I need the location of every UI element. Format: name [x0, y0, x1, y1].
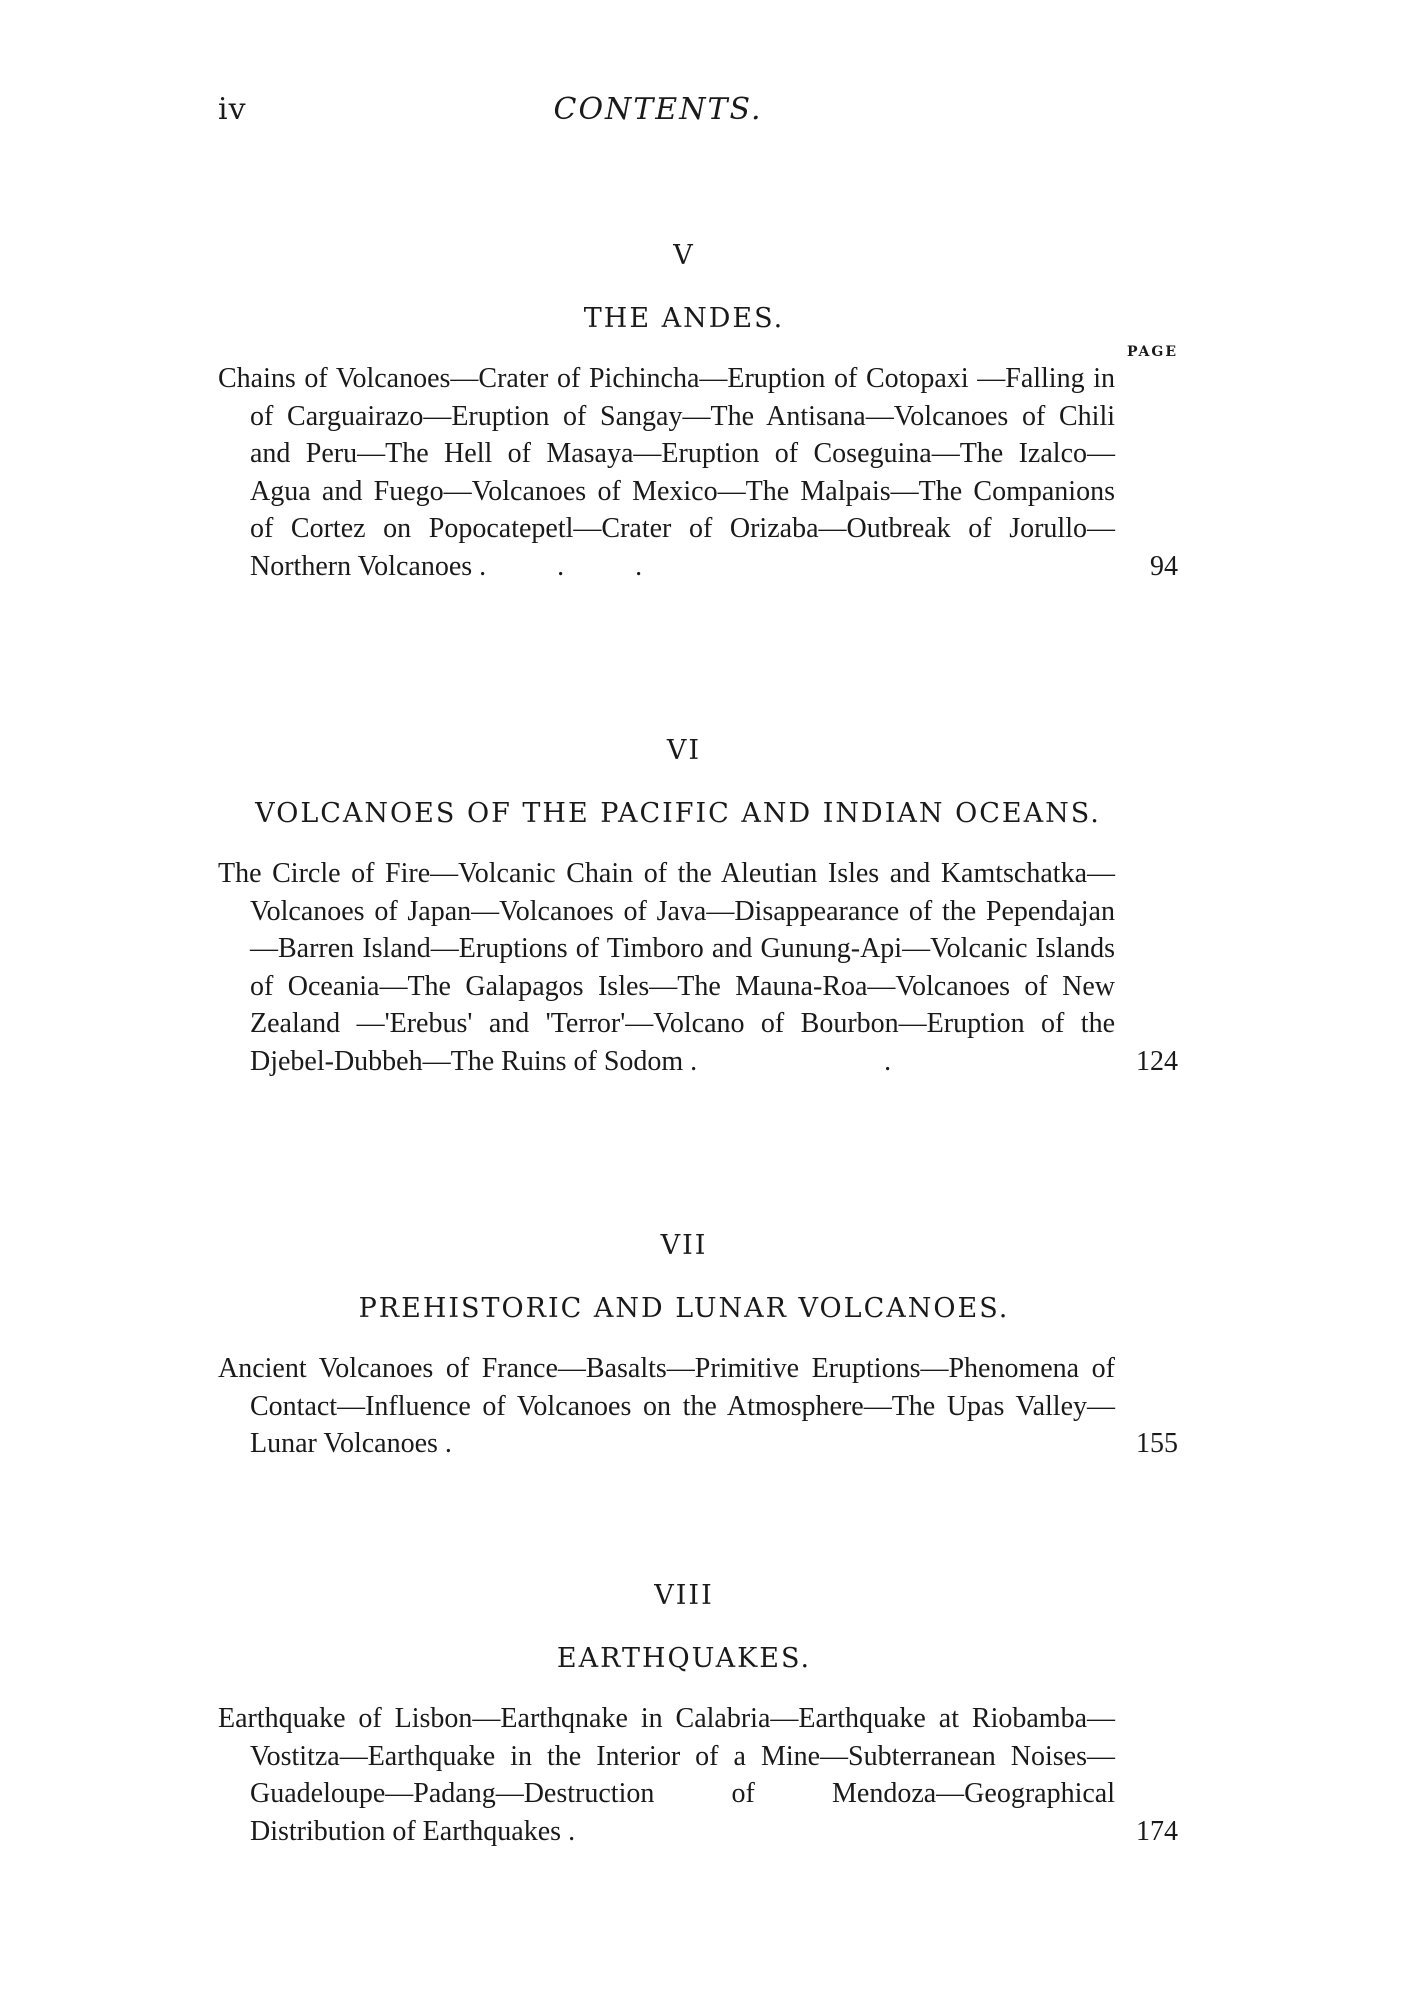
- chapter-v: [218, 240, 1178, 585]
- summary-text: Earthquake of Lisbon—Earthqnake in Calabria—Earthquake at Riobamba—Vostitza—Earthquake in the Interior of a Mine—Subterranean Noises—Guadeloupe—Padang—Destruction of Mendoza—Geographical Distribution of Earthquakes: [218, 1703, 1115, 1847]
- chapter-summary: [218, 1700, 1115, 1850]
- summary-text: Chains of Volcanoes—Crater of Pichincha—Eruption of Cotopaxi —Falling in of Carguairazo—Eruption of Sangay—The Antisana—Volcanoes of Chili and Peru—The Hell of Masaya—Eruption of Coseguina—The Izalco—Agua and Fuego—Volcanoes of Mexico—The Malpais—The Companions of Cortez on Popocatepetl—Crater of Orizaba—Outbreak of Jorullo—Northern Volcanoes: [218, 363, 1115, 582]
- chapter-title: VOLCANOES OF THE PACIFIC AND INDIAN OCEANS.: [255, 798, 1101, 829]
- chapter-title: EARTHQUAKES.: [556, 1643, 812, 1674]
- dot-leader: .: [568, 1815, 608, 1847]
- page-column-label: PAGE: [1127, 344, 1178, 360]
- chapter-summary: [218, 855, 1115, 1080]
- summary-text: The Circle of Fire—Volcanic Chain of the Aleutian Isles and Kamtschatka—Volcanoes of Japan—Volcanoes of Java—Disappearance of the Pependajan—Barren Island—Eruptions of Timboro and Gunung-Api—Volcanic Islands of Oceania—The Galapagos Isles—The Mauna-Roa—Volcanoes of New Zealand —'Erebus' and 'Terror'—Volcano of Bourbon—Eruption of the Djebel-Dubbeh—The Ruins of Sodom: [218, 858, 1115, 1077]
- running-title: CONTENTS.: [553, 92, 763, 127]
- chapter-title: THE ANDES.: [583, 303, 785, 334]
- dot-leader: . . .: [479, 550, 675, 582]
- summary-text: Ancient Volcanoes of France—Basalts—Primitive Eruptions—Phenomena of Contact—Influence of Volcanoes on the Atmosphere—The Upas Valley—Lunar Volcanoes: [218, 1353, 1115, 1459]
- chapter-title: PREHISTORIC AND LUNAR VOLCANOES.: [358, 1293, 1010, 1324]
- chapter-vi: [218, 735, 1178, 1080]
- chapter-summary: [218, 360, 1115, 585]
- chapter-summary: [218, 1350, 1115, 1463]
- dot-leader: .: [444, 1428, 484, 1459]
- chapter-viii: [218, 1580, 1178, 1850]
- chapter-numeral: VII: [660, 1230, 708, 1261]
- chapter-vii: [218, 1230, 1178, 1463]
- dot-leader: . .: [690, 1045, 982, 1077]
- page-number: 124: [1136, 1045, 1178, 1077]
- page-folio: iv: [218, 92, 247, 127]
- chapter-numeral: VIII: [654, 1580, 714, 1611]
- page-number: 155: [1136, 1428, 1178, 1459]
- page-number: 94: [1150, 550, 1178, 582]
- chapter-numeral: V: [673, 240, 695, 271]
- chapter-numeral: VI: [666, 735, 702, 766]
- page-number: 174: [1136, 1815, 1178, 1847]
- running-header: [218, 92, 1098, 132]
